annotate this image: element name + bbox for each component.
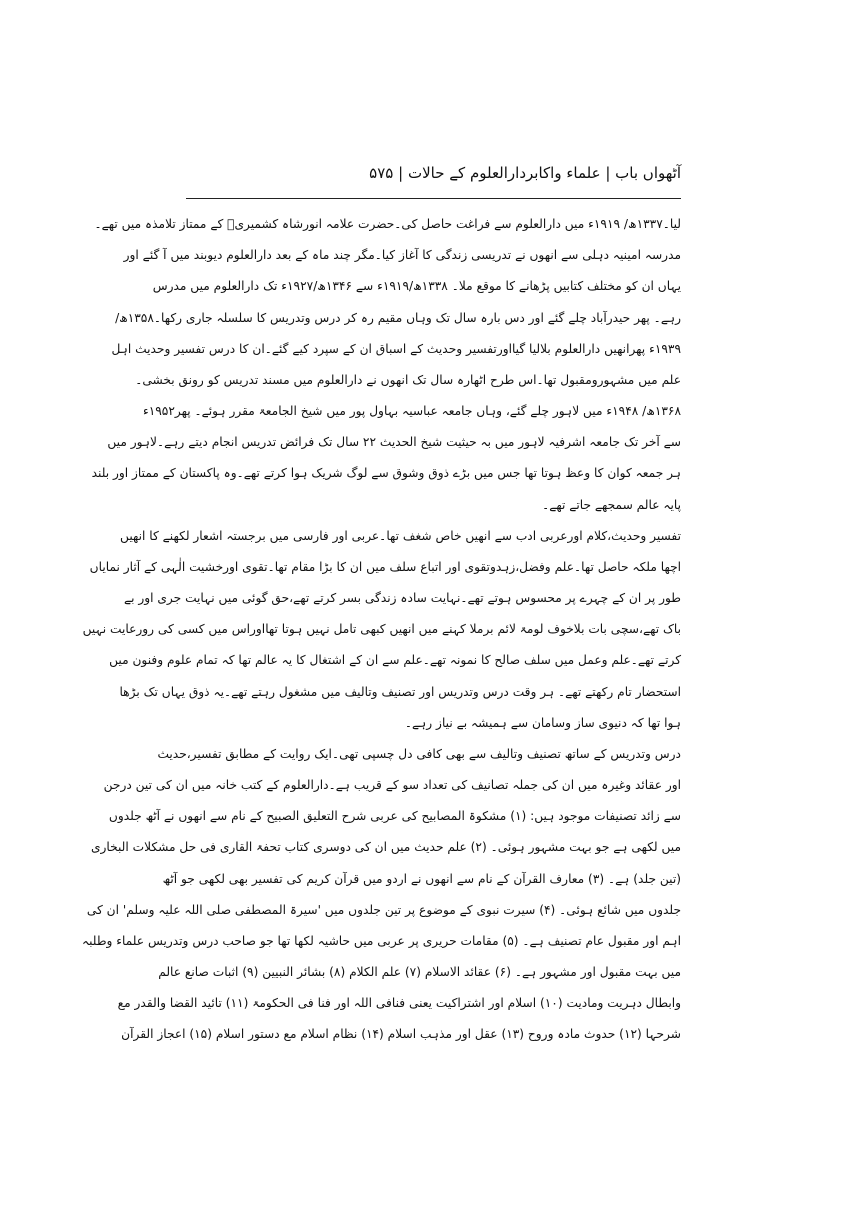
- text-line: استحضار تام رکھتے تھے۔ ہر وقت درس وتدریس اور تصنیف وتالیف میں مشغول رہتے تھے۔یہ ذوق یہاں تک بڑھا: [119, 684, 681, 699]
- text-line: ہوا تھا کہ دنیوی ساز وسامان سے ہمیشہ بے نیاز رہے۔: [404, 715, 681, 730]
- text-line: (تین جلد) ہے۔ (۳) معارف القرآن کے نام سے انھوں نے اردو میں قرآن کریم کی تفسیر بھی لکھی جو آٹھ: [162, 871, 681, 886]
- section-title: علماء واکابردارالعلوم کے حالات: [407, 164, 601, 182]
- text-line: رہے۔ پھر حیدرآباد چلے گئے اور دس بارہ سال تک وہاں مقیم رہ کر درس وتدریس کا سلسلہ جاری رکھا۔۱۳۵۸ھ/: [115, 310, 681, 325]
- text-line: باک تھے،سچی بات بلاخوف لومۃ لائم برملا کہنے میں انھیں کبھی تامل نہیں ہوتا تھااوراس میں کسی کی رورعایت نہیں: [82, 622, 681, 637]
- text-line: علم میں مشہورومقبول تھا۔اس طرح اٹھارہ سال تک انھوں نے دارالعلوم میں مسند تدریس کو رونق بخشی۔: [135, 372, 681, 387]
- text-line: جلدوں میں شائع ہوئی۔ (۴) سیرت نبوی کے موضوع پر تین جلدوں میں 'سیرۃ المصطفی صلی اللہ علیہ وسلم' ان کی: [86, 902, 681, 917]
- head-separator: |: [393, 164, 404, 182]
- text-line: اہم اور مقبول عام تصنیف ہے۔ (۵) مقامات حریری پر عربی میں حاشیہ لکھا تھا جو صاحب درس وتدریس علماء وطلبہ: [81, 933, 681, 948]
- text-line: تفسیر وحدیث،کلام اورعربی ادب سے انھیں خاص شغف تھا۔عربی اور فارسی میں برجستہ اشعار لکھنے کا انھیں: [120, 528, 681, 543]
- text-line: لیا۔۱۳۳۷ھ/ ۱۹۱۹ء میں دارالعلوم سے فراغت حاصل کی۔حضرت علامہ انورشاہ کشمیریؒ کے ممتاز تلامذہ میں تھے۔: [94, 217, 681, 231]
- text-line: ۱۳۶۸ھ/ ۱۹۴۸ء میں لاہور چلے گئے، وہاں جامعہ عباسیہ بہاول پور میں شیخ الجامعۃ مقرر ہوئے۔ پھر۱۹۵۲ء: [142, 404, 681, 419]
- header-rule: [186, 198, 681, 199]
- running-head: [186, 162, 681, 184]
- text-line: سے زائد تصنیفات موجود ہیں: (۱) مشکوۃ المصابیح کی عربی شرح التعلیق الصبیح کے نام سے انھوں نے آٹھ جلدوں: [108, 809, 681, 824]
- text-line: کرتے تھے۔علم وعمل میں سلف صالح کا نمونہ تھے۔علم سے ان کے اشتغال کا یہ عالم تھا کہ تمام علوم وفنون میں: [109, 653, 681, 668]
- text-line: یہاں ان کو مختلف کتابیں پڑھانے کا موقع ملا۔ ۱۳۳۸ھ/۱۹۱۹ء سے ۱۳۴۶ھ/۱۹۲۷ء تک دارالعلوم میں مدرس: [152, 279, 681, 294]
- text-line: اور عقائد وغیرہ میں ان کی جملہ تصانیف کی تعداد سو کے قریب ہے۔دارالعلوم کے کتب خانہ میں ان کی تین درجن: [103, 778, 681, 793]
- text-line: وابطال دہریت ومادیت (۱۰) اسلام اور اشتراکیت یعنی فنافی اللہ اور فنا فی الحکومۃ (۱۱) تائید القضا والقدر مع: [117, 996, 681, 1011]
- text-line: شرحہا (۱۲) حدوث مادہ وروح (۱۳) عقل اور مذہب اسلام (۱۴) نظام اسلام مع دستور اسلام (۱۵) اعجاز القرآن: [121, 1027, 681, 1042]
- page-number: ۵۷۵: [369, 164, 394, 182]
- text-line: درس وتدریس کے ساتھ تصنیف وتالیف سے بھی کافی دل چسپی تھی۔ایک روایت کے مطابق تفسیر،حدیث: [157, 746, 681, 761]
- text-line: سے آخر تک جامعہ اشرفیہ لاہور میں بہ حیثیت شیخ الحدیث ۲۲ سال تک فرائض تدریس انجام دیتے رہے۔لاہور میں: [107, 435, 681, 450]
- chapter-title: آٹھواں باب: [615, 164, 681, 182]
- body-text: [81, 209, 681, 1051]
- text-line: طور پر ان کے چہرے پر محسوس ہوتے تھے۔نہایت سادہ زندگی بسر کرتے تھے،حق گوئی میں نہایت جری اور بے: [123, 591, 681, 606]
- text-line: ۱۹۳۹ء پھرانھیں دارالعلوم بلالیا گیااورتفسیر وحدیث کے اسباق ان کے سپرد کیے گئے۔ان کا درس تفسیر وحدیث اہل: [111, 341, 681, 356]
- text-line: مدرسہ امینیہ دہلی سے انھوں نے تدریسی زندگی کا آغاز کیا۔مگر چند ماہ کے بعد دارالعلوم دیوبند میں آ گئے اور: [123, 248, 681, 263]
- head-separator: |: [600, 164, 611, 182]
- text-line: اچھا ملکہ حاصل تھا۔علم وفضل،زہدوتقوی اور اتباع سلف میں ان کا بڑا مقام تھا۔تقوی اورخشیت الٰہی کے آثار نمایاں: [89, 559, 681, 574]
- text-line: ہر جمعہ کوان کا وعظ ہوتا تھا جس میں بڑے ذوق وشوق سے لوگ شریک ہوا کرتے تھے۔وہ پاکستان کے ممتاز اور بلند: [91, 466, 681, 481]
- text-line: پایہ عالم سمجھے جاتے تھے۔: [542, 497, 681, 512]
- text-line: میں لکھی ہے جو بہت مشہور ہوئی۔ (۲) علم حدیث میں ان کی دوسری کتاب تحفۃ القاری فی حل مشکلات البخاری: [90, 840, 681, 855]
- text-line: میں بہت مقبول اور مشہور ہے۔ (۶) عقائد الاسلام (۷) علم الکلام (۸) بشائر النبیین (۹) اثبات صانع عالم: [158, 965, 681, 980]
